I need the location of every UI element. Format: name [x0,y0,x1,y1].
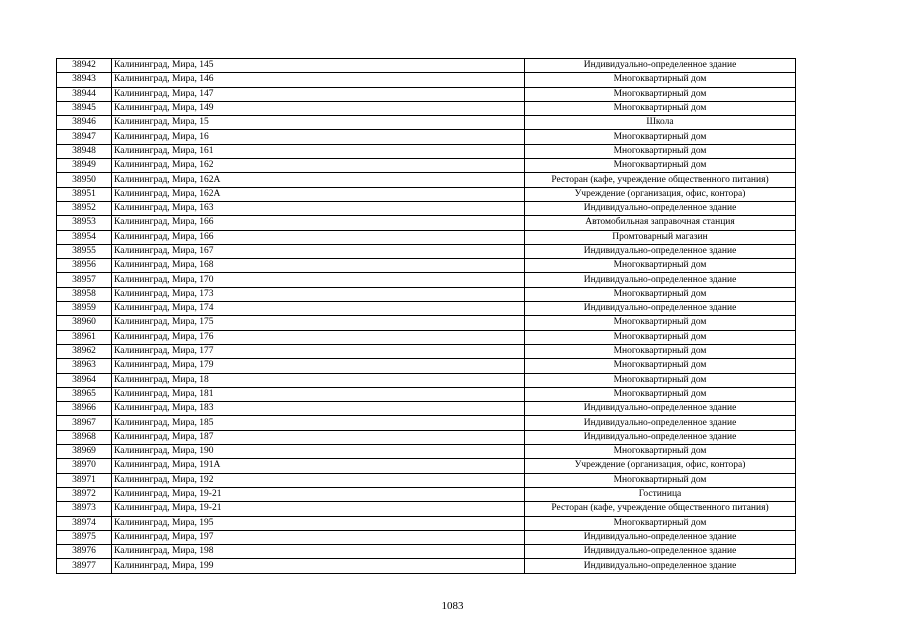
record-id-cell: 38970 [57,459,112,473]
table-row [57,545,796,559]
address-cell: Калининград, Мира, 176 [112,330,525,344]
address-cell: Калининград, Мира, 197 [112,530,525,544]
registry-table [56,58,796,574]
table-row [57,101,796,115]
table-row [57,187,796,201]
table-row [57,87,796,101]
table-row [57,216,796,230]
table-row [57,502,796,516]
record-id-cell: 38963 [57,359,112,373]
record-id-cell: 38948 [57,144,112,158]
building-type-cell: Индивидуально-определенное здание [525,244,796,258]
table-row [57,530,796,544]
address-cell: Калининград, Мира, 15 [112,116,525,130]
table-row [57,473,796,487]
address-cell: Калининград, Мира, 185 [112,416,525,430]
building-type-cell: Многоквартирный дом [525,516,796,530]
address-cell: Калининград, Мира, 162 [112,159,525,173]
record-id-cell: 38964 [57,373,112,387]
record-id-cell: 38944 [57,87,112,101]
address-cell: Калининград, Мира, 170 [112,273,525,287]
table-row [57,73,796,87]
building-type-cell: Многоквартирный дом [525,387,796,401]
registry-table-body [57,59,796,574]
record-id-cell: 38973 [57,502,112,516]
building-type-cell: Индивидуально-определенное здание [525,59,796,73]
building-type-cell: Автомобильная заправочная станция [525,216,796,230]
building-type-cell: Многоквартирный дом [525,344,796,358]
record-id-cell: 38968 [57,430,112,444]
table-row [57,130,796,144]
table-row [57,445,796,459]
building-type-cell: Индивидуально-определенное здание [525,430,796,444]
address-cell: Калининград, Мира, 149 [112,101,525,115]
table-row [57,416,796,430]
record-id-cell: 38975 [57,530,112,544]
address-cell: Калининград, Мира, 173 [112,287,525,301]
record-id-cell: 38958 [57,287,112,301]
table-row [57,273,796,287]
record-id-cell: 38961 [57,330,112,344]
table-row [57,287,796,301]
table-row [57,201,796,215]
table-row [57,259,796,273]
address-cell: Калининград, Мира, 168 [112,259,525,273]
record-id-cell: 38960 [57,316,112,330]
address-cell: Калининград, Мира, 198 [112,545,525,559]
table-row [57,144,796,158]
building-type-cell: Многоквартирный дом [525,87,796,101]
table-row [57,230,796,244]
address-cell: Калининград, Мира, 199 [112,559,525,573]
table-row [57,159,796,173]
address-cell: Калининград, Мира, 175 [112,316,525,330]
building-type-cell: Индивидуально-определенное здание [525,201,796,215]
record-id-cell: 38977 [57,559,112,573]
record-id-cell: 38953 [57,216,112,230]
address-cell: Калининград, Мира, 166 [112,230,525,244]
record-id-cell: 38946 [57,116,112,130]
address-cell: Калининград, Мира, 179 [112,359,525,373]
address-cell: Калининград, Мира, 192 [112,473,525,487]
building-type-cell: Многоквартирный дом [525,159,796,173]
record-id-cell: 38971 [57,473,112,487]
record-id-cell: 38945 [57,101,112,115]
table-row [57,116,796,130]
record-id-cell: 38965 [57,387,112,401]
table-row [57,487,796,501]
address-cell: Калининград, Мира, 162А [112,173,525,187]
address-cell: Калининград, Мира, 19-21 [112,487,525,501]
address-cell: Калининград, Мира, 181 [112,387,525,401]
address-cell: Калининград, Мира, 177 [112,344,525,358]
building-type-cell: Индивидуально-определенное здание [525,559,796,573]
table-row [57,344,796,358]
building-type-cell: Индивидуально-определенное здание [525,302,796,316]
record-id-cell: 38966 [57,402,112,416]
building-type-cell: Многоквартирный дом [525,287,796,301]
address-cell: Калининград, Мира, 190 [112,445,525,459]
building-type-cell: Многоквартирный дом [525,359,796,373]
table-row [57,302,796,316]
address-cell: Калининград, Мира, 167 [112,244,525,258]
address-cell: Калининград, Мира, 191А [112,459,525,473]
building-type-cell: Индивидуально-определенное здание [525,416,796,430]
record-id-cell: 38949 [57,159,112,173]
building-type-cell: Ресторан (кафе, учреждение общественного питания) [525,502,796,516]
building-type-cell: Многоквартирный дом [525,373,796,387]
building-type-cell: Многоквартирный дом [525,130,796,144]
address-cell: Калининград, Мира, 183 [112,402,525,416]
record-id-cell: 38955 [57,244,112,258]
address-cell: Калининград, Мира, 161 [112,144,525,158]
building-type-cell: Гостиница [525,487,796,501]
table-row [57,430,796,444]
table-row [57,316,796,330]
table-row [57,402,796,416]
record-id-cell: 38962 [57,344,112,358]
address-cell: Калининград, Мира, 195 [112,516,525,530]
table-row [57,373,796,387]
building-type-cell: Индивидуально-определенное здание [525,530,796,544]
building-type-cell: Учреждение (организация, офис, контора) [525,459,796,473]
address-cell: Калининград, Мира, 166 [112,216,525,230]
table-row [57,244,796,258]
page-number: 1083 [441,600,464,612]
building-type-cell: Многоквартирный дом [525,144,796,158]
record-id-cell: 38942 [57,59,112,73]
building-type-cell: Многоквартирный дом [525,445,796,459]
address-cell: Калининград, Мира, 187 [112,430,525,444]
table-row [57,330,796,344]
address-cell: Калининград, Мира, 16 [112,130,525,144]
record-id-cell: 38967 [57,416,112,430]
record-id-cell: 38959 [57,302,112,316]
table-row [57,459,796,473]
building-type-cell: Многоквартирный дом [525,316,796,330]
table-row [57,516,796,530]
building-type-cell: Индивидуально-определенное здание [525,402,796,416]
record-id-cell: 38943 [57,73,112,87]
record-id-cell: 38974 [57,516,112,530]
address-cell: Калининград, Мира, 162А [112,187,525,201]
record-id-cell: 38950 [57,173,112,187]
record-id-cell: 38954 [57,230,112,244]
address-cell: Калининград, Мира, 18 [112,373,525,387]
record-id-cell: 38951 [57,187,112,201]
record-id-cell: 38947 [57,130,112,144]
building-type-cell: Многоквартирный дом [525,330,796,344]
table-row [57,359,796,373]
record-id-cell: 38976 [57,545,112,559]
record-id-cell: 38969 [57,445,112,459]
table-row [57,559,796,573]
table-row [57,59,796,73]
address-cell: Калининград, Мира, 147 [112,87,525,101]
building-type-cell: Ресторан (кафе, учреждение общественного питания) [525,173,796,187]
record-id-cell: 38972 [57,487,112,501]
address-cell: Калининград, Мира, 146 [112,73,525,87]
address-cell: Калининград, Мира, 145 [112,59,525,73]
building-type-cell: Многоквартирный дом [525,101,796,115]
record-id-cell: 38956 [57,259,112,273]
address-cell: Калининград, Мира, 163 [112,201,525,215]
building-type-cell: Многоквартирный дом [525,259,796,273]
building-type-cell: Индивидуально-определенное здание [525,545,796,559]
address-cell: Калининград, Мира, 19-21 [112,502,525,516]
building-type-cell: Многоквартирный дом [525,473,796,487]
building-type-cell: Индивидуально-определенное здание [525,273,796,287]
table-row [57,173,796,187]
building-type-cell: Учреждение (организация, офис, контора) [525,187,796,201]
building-type-cell: Многоквартирный дом [525,73,796,87]
building-type-cell: Школа [525,116,796,130]
record-id-cell: 38952 [57,201,112,215]
record-id-cell: 38957 [57,273,112,287]
building-type-cell: Промтоварный магазин [525,230,796,244]
address-cell: Калининград, Мира, 174 [112,302,525,316]
table-row [57,387,796,401]
